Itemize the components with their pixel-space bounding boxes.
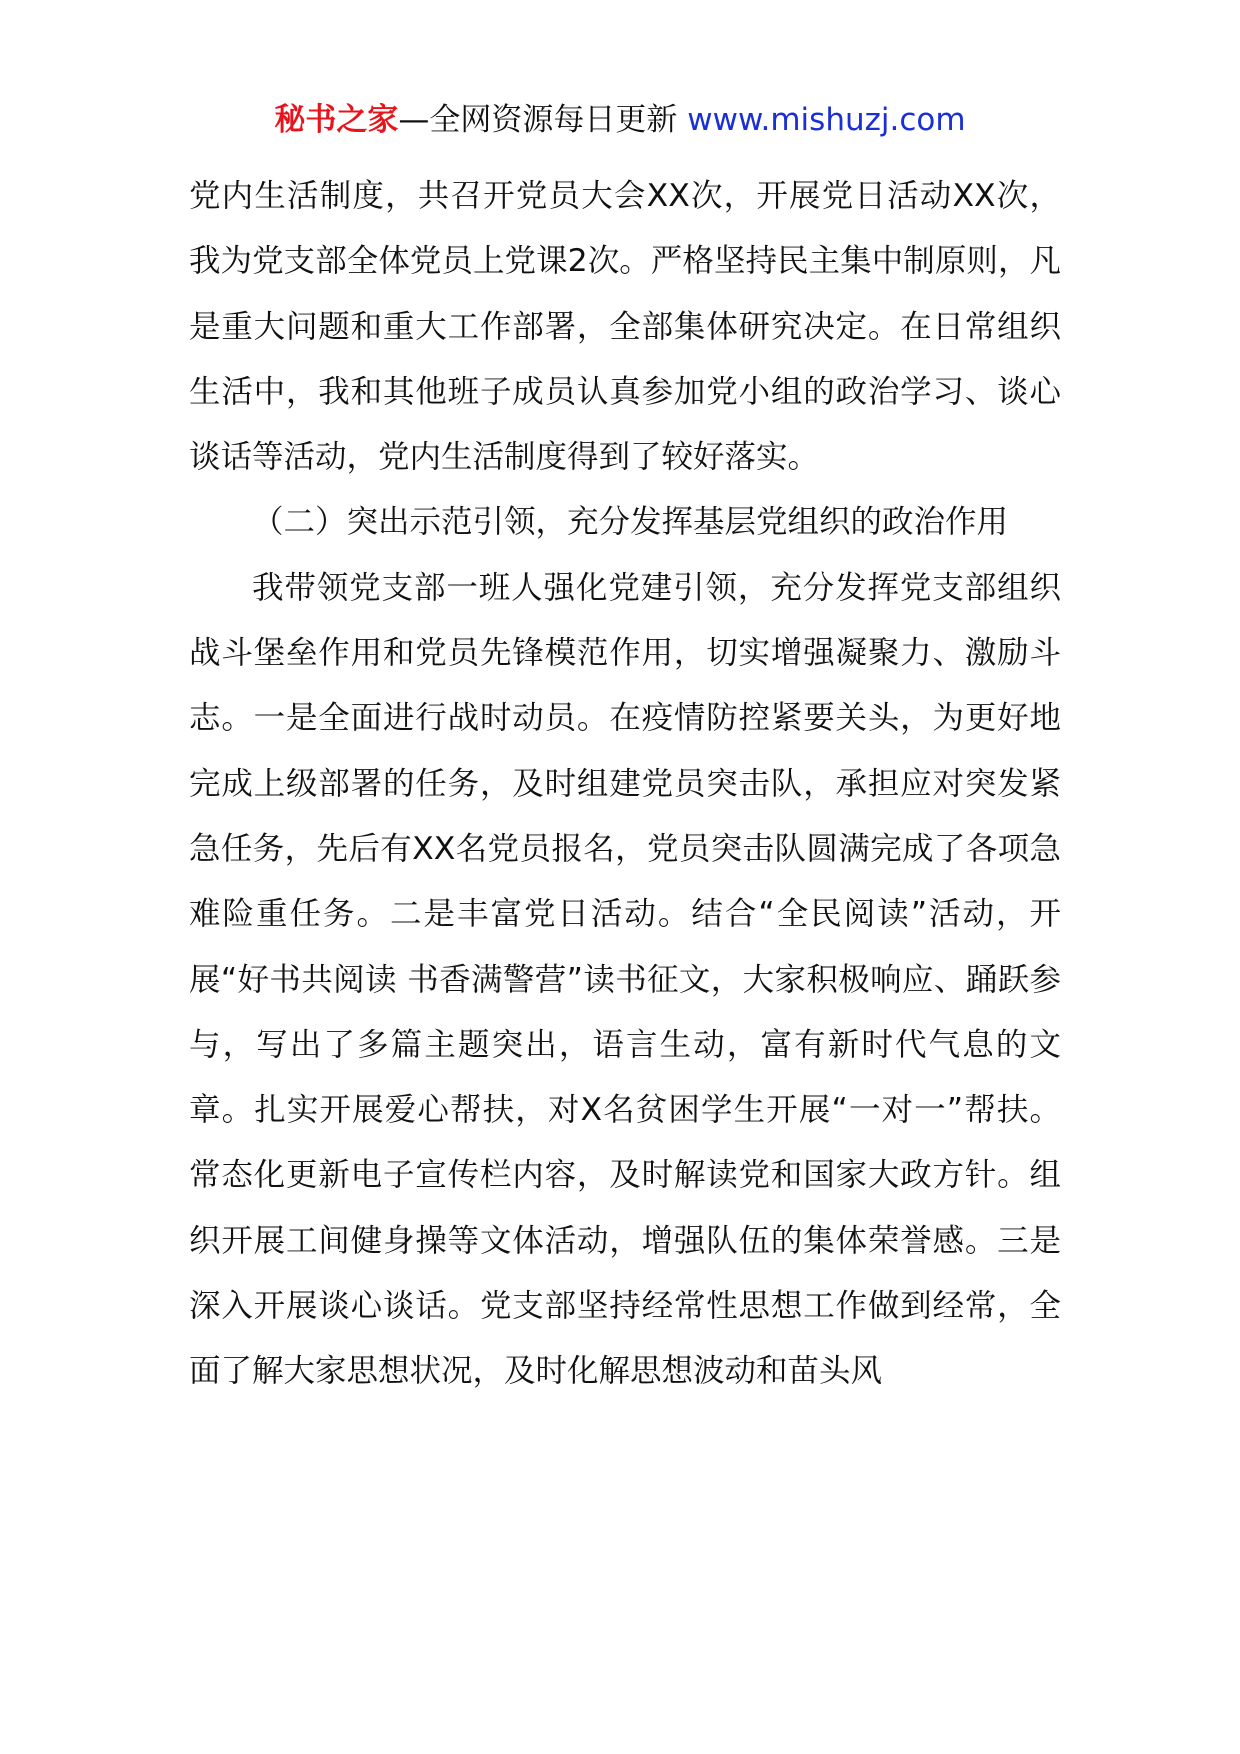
paragraph-body: 我带领党支部一班人强化党建引领，充分发挥党支部组织战斗堡垒作用和党员先锋模范作用，切实增强凝聚力、激励斗志。一是全面进行战时动员。在疫情防控紧要关头，为更好地完成上级部署的任务，及时组建党员突击队，承担应对突发紧急任务，先后有XX名党员报名，党员突击队圆满完成了各项急难险重任务。二是丰富党日活动。结合“全民阅读”活动，开展“好书共阅读 书香满警营”读书征文，大家积极响应、踊跃参与，写出了多篇主题突出，语言生动，富有新时代气息的文章。扎实开展爱心帮扶，对X名贫困学生开展“一对一”帮扶。常态化更新电子宣传栏内容，及时解读党和国家大政方针。组织开展工间健身操等文体活动，增强队伍的集体荣誉感。三是深入开展谈心谈话。党支部坚持经常性思想工作做到经常，全面了解大家思想状况，及时化解思想波动和苗头风 bbox=[189, 569, 1061, 1390]
brand-name: 秘书之家 bbox=[274, 102, 399, 138]
site-url-link[interactable]: www.mishuzj.com bbox=[687, 102, 966, 138]
document-body bbox=[189, 164, 1061, 1405]
header-tagline: —全网资源每日更新 bbox=[398, 102, 688, 138]
page-header bbox=[0, 98, 1240, 142]
section-heading: （二）突出示范引领，充分发挥基层党组织的政治作用 bbox=[252, 504, 1009, 541]
paragraph-continued: 党内生活制度，共召开党员大会XX次，开展党日活动XX次，我为党支部全体党员上党课2次。严格坚持民主集中制原则，凡是重大问题和重大工作部署，全部集体研究决定。在日常组织生活中，我和其他班子成员认真参加党小组的政治学习、谈心谈话等活动，党内生活制度得到了较好落实。 bbox=[189, 178, 1061, 476]
